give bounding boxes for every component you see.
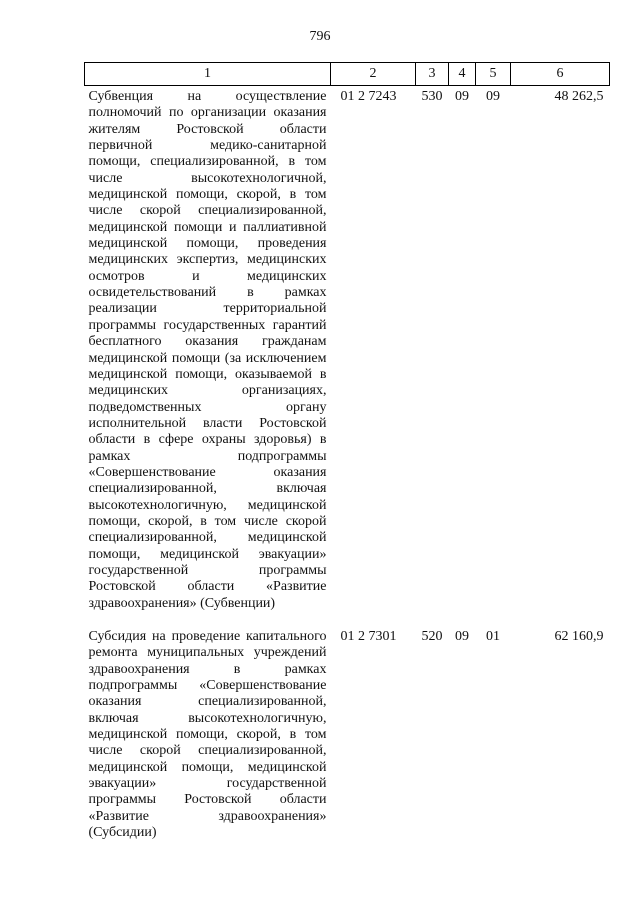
header-col-6: 6	[511, 63, 610, 86]
table-body	[85, 86, 610, 856]
header-row	[85, 63, 610, 86]
header-col-3: 3	[416, 63, 449, 86]
page-number: 796	[309, 29, 331, 44]
table-row	[85, 626, 610, 855]
row-expense-type: 530	[421, 89, 443, 104]
header-col-1: 1	[85, 63, 331, 86]
header-col-4: 4	[449, 63, 476, 86]
row-section: 09	[455, 629, 469, 644]
header-col-5: 5	[476, 63, 511, 86]
budget-table	[84, 62, 610, 855]
row-section: 09	[455, 89, 469, 104]
row-subsection: 09	[486, 89, 500, 104]
row-target-code: 01 2 7301	[340, 629, 397, 644]
table-row	[85, 86, 610, 627]
row-expense-type: 520	[421, 629, 443, 644]
row-amount: 62 160,9	[554, 629, 604, 644]
row-amount: 48 262,5	[554, 89, 604, 104]
row-description: Субвенция на осуществление полномочий по организации оказания жителям Ростовской области первичной медико-санитарной помощи, специализированной, в том числе высокотехнологичной, медицинской помощи, скорой, в том числе скорой специализированной, медицинской помощи и паллиативной медицинской помощи, проведения медицинских экспертиз, медицинских осмотров и медицинских освидетельствований в рамках реализации территориальной программы государственных гарантий бесплатного оказания гражданам медицинской помощи (за исключением медицинской помощи, оказываемой в медицинских организациях, подведомственных органу исполнительной власти Ростовской области в сфере охраны здоровья) в рамках подпрограммы «Совершенствование оказания специализированной, включая высокотехнологичную, медицинской помощи, скорой, в том числе скорой специализированной, медицинской помощи, медицинской эвакуации» государственной программы Ростовской области «Развитие здравоохранения» (Субвенции)	[88, 89, 327, 611]
header-col-2: 2	[331, 63, 416, 86]
row-target-code: 01 2 7243	[340, 89, 397, 104]
row-description: Субсидия на проведение капитального ремонта муниципальных учреждений здравоохранения в рамках подпрограммы «Совершенствование оказания специализированной, включая высокотехнологичную, медицинской помощи, скорой, в том числе скорой специализированной, медицинской помощи, медицинской эвакуации» государственной программы Ростовской области «Развитие здравоохранения» (Субсидии)	[88, 629, 327, 841]
table-header	[85, 63, 610, 86]
row-subsection: 01	[486, 629, 500, 644]
